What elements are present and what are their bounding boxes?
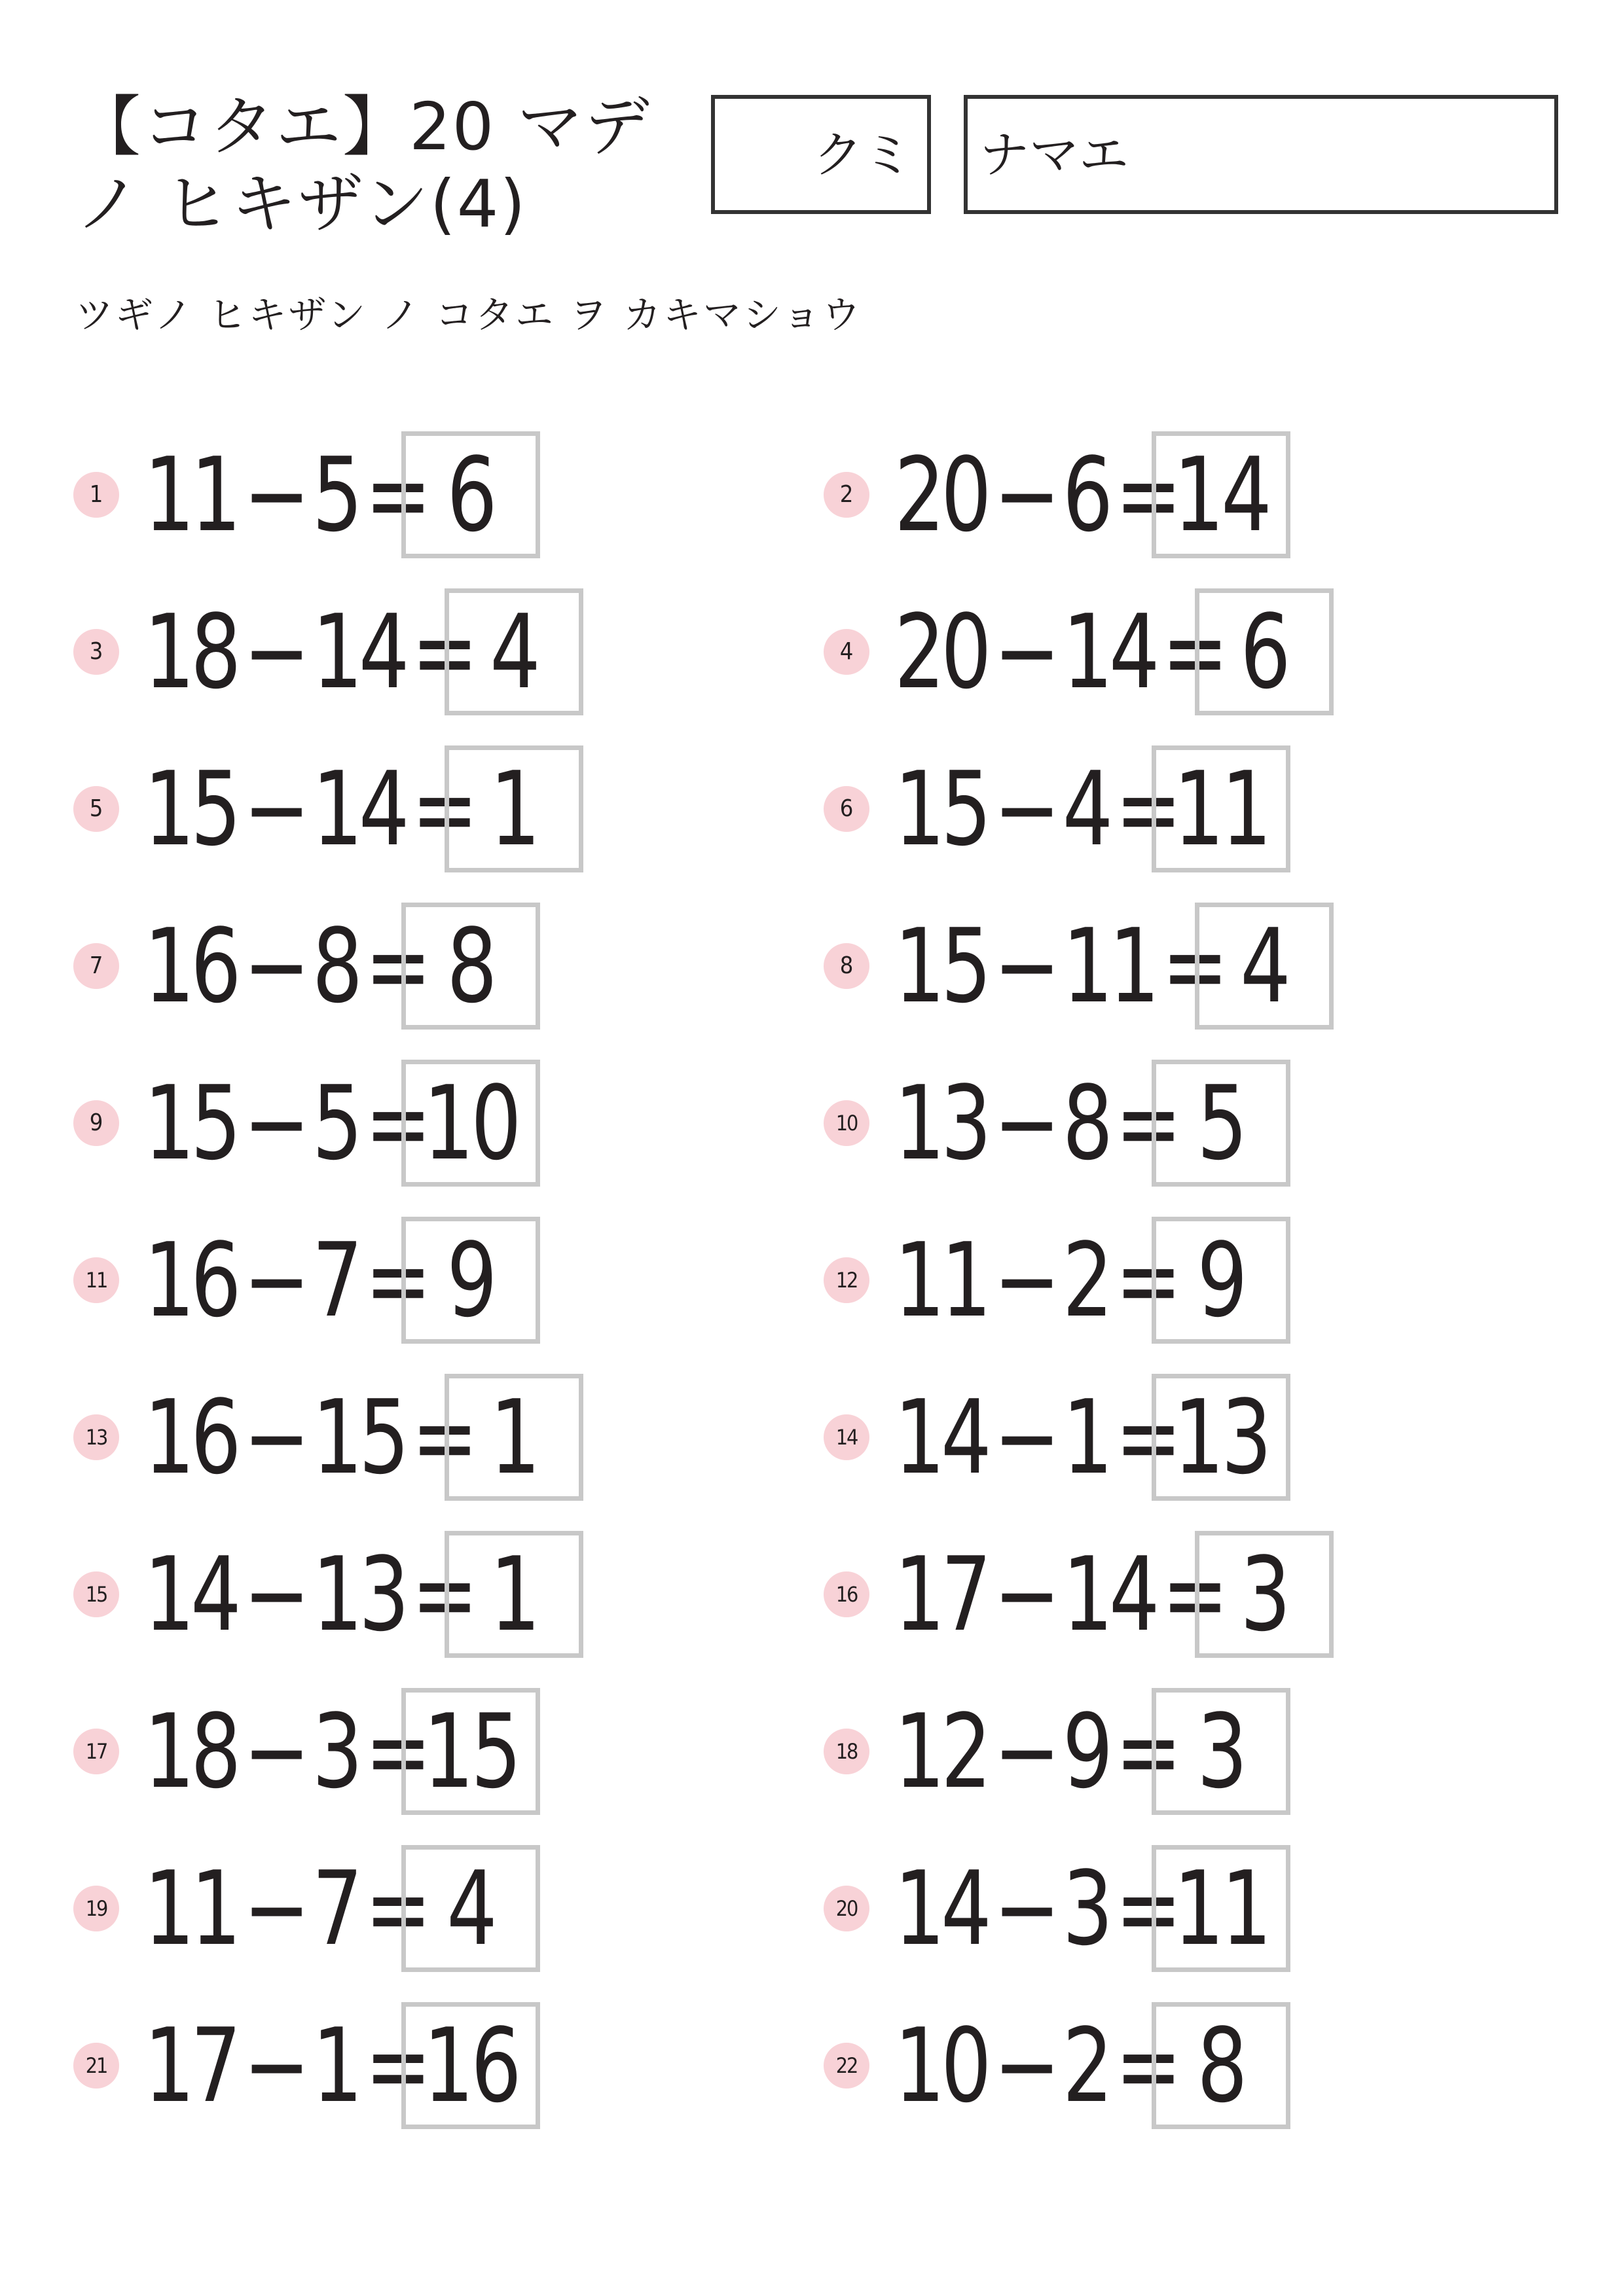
answer-box[interactable] [401,903,540,1030]
problem-number-badge: 22 [824,2043,869,2089]
subtrahend: 8 [312,906,359,1026]
minuend: 11 [894,1221,988,1340]
problem-expression [894,1378,1184,1497]
problem-item [73,745,793,872]
equals-sign: = [365,1849,428,1968]
equals-sign: = [365,1692,428,1811]
problem-item [824,1845,1544,1972]
problem-item [73,1217,793,1344]
subtrahend: 4 [1062,749,1109,869]
problem-expression [144,1378,481,1497]
equals-sign: = [1115,435,1178,554]
equals-sign: = [1161,906,1225,1026]
problem-number-badge: 15 [73,1571,119,1617]
problem-item [824,431,1544,558]
answer-box[interactable] [445,1374,583,1501]
answer-box[interactable] [1195,1531,1334,1658]
problem-item [824,1060,1544,1187]
problem-expression [144,435,433,554]
minus-sign: − [993,1378,1057,1497]
problem-item [824,588,1544,715]
minuend: 13 [894,1064,988,1183]
subtrahend: 7 [312,1221,359,1340]
minus-sign: − [243,1692,306,1811]
subtrahend: 9 [1062,1692,1109,1811]
answer-box[interactable] [401,2002,540,2129]
minus-sign: − [993,1064,1057,1183]
minus-sign: − [993,435,1057,554]
answer-value: 6 [1240,592,1288,711]
answer-box[interactable] [401,1217,540,1344]
minus-sign: − [993,1692,1057,1811]
problem-item [73,431,793,558]
subtrahend: 3 [1062,1849,1109,1968]
minus-sign: − [993,749,1057,869]
minus-sign: − [243,1221,306,1340]
answer-box[interactable] [1195,903,1334,1030]
problem-expression [144,1535,481,1654]
subtrahend: 2 [1062,1221,1109,1340]
minuend: 14 [894,1849,988,1968]
equals-sign: = [1161,1535,1225,1654]
answer-value: 14 [1173,435,1269,554]
answer-value: 1 [490,749,538,869]
subtrahend: 2 [1062,2006,1109,2125]
answer-box[interactable] [401,1688,540,1815]
subtrahend: 14 [1062,1535,1156,1654]
problem-item [73,588,793,715]
minuend: 14 [894,1378,988,1497]
minuend: 11 [144,1849,238,1968]
equals-sign: = [1115,2006,1178,2125]
problem-item [73,903,793,1030]
minuend: 17 [894,1535,988,1654]
answer-value: 4 [447,1849,495,1968]
equals-sign: = [411,1378,475,1497]
answer-box[interactable] [445,1531,583,1658]
problem-expression [144,2006,433,2125]
minuend: 16 [144,1378,238,1497]
problem-number-badge: 11 [73,1257,119,1303]
equals-sign: = [365,1221,428,1340]
answer-box[interactable] [1152,2002,1290,2129]
problem-number-badge: 13 [73,1414,119,1460]
problem-item [824,2002,1544,2129]
answer-box[interactable] [1152,1688,1290,1815]
answer-value: 8 [447,906,495,1026]
minus-sign: − [993,1849,1057,1968]
answer-box[interactable] [401,431,540,558]
minuend: 15 [894,906,988,1026]
answer-box[interactable] [445,745,583,872]
equals-sign: = [1115,1221,1178,1340]
minuend: 15 [144,749,238,869]
subtrahend: 14 [312,592,406,711]
problem-expression [894,1849,1184,1968]
answer-box[interactable] [401,1845,540,1972]
answer-value: 9 [1197,1221,1245,1340]
equals-sign: = [365,2006,428,2125]
minuend: 17 [144,2006,238,2125]
problem-item [73,1688,793,1815]
answer-value: 1 [490,1535,538,1654]
answer-value: 11 [1173,1849,1269,1968]
subtrahend: 5 [312,435,359,554]
minus-sign: − [993,592,1057,711]
problem-expression [144,592,481,711]
problem-number-badge: 20 [824,1886,869,1931]
subtrahend: 6 [1062,435,1109,554]
minuend: 11 [144,435,238,554]
problem-expression [144,1849,433,1968]
answer-box[interactable] [1195,588,1334,715]
subtrahend: 15 [312,1378,406,1497]
problem-number-badge: 16 [824,1571,869,1617]
minuend: 20 [894,435,988,554]
problem-item [824,1217,1544,1344]
minus-sign: − [243,906,306,1026]
minuend: 16 [144,1221,238,1340]
problem-expression [144,749,481,869]
minus-sign: − [243,749,306,869]
answer-value: 4 [1240,906,1288,1026]
problem-expression [894,1535,1231,1654]
answer-value: 4 [490,592,538,711]
answer-value: 13 [1173,1378,1269,1497]
problem-expression [894,1221,1184,1340]
minus-sign: − [993,906,1057,1026]
equals-sign: = [365,435,428,554]
problem-number-badge: 10 [824,1100,869,1146]
answer-value: 3 [1197,1692,1245,1811]
equals-sign: = [1115,1849,1178,1968]
answer-value: 11 [1173,749,1269,869]
problem-number-badge: 6 [824,786,869,832]
minus-sign: − [243,1064,306,1183]
subtrahend: 8 [1062,1064,1109,1183]
problem-number-badge: 7 [73,943,119,989]
equals-sign: = [1115,749,1178,869]
subtrahend: 1 [312,2006,359,2125]
answer-value: 5 [1197,1064,1245,1183]
minuend: 15 [144,1064,238,1183]
answer-value: 3 [1240,1535,1288,1654]
minus-sign: − [243,592,306,711]
answer-box[interactable] [1152,1845,1290,1972]
equals-sign: = [411,1535,475,1654]
minus-sign: − [243,1849,306,1968]
subtrahend: 14 [312,749,406,869]
minuend: 15 [894,749,988,869]
problem-expression [144,1064,433,1183]
problem-number-badge: 12 [824,1257,869,1303]
equals-sign: = [411,749,475,869]
minuend: 20 [894,592,988,711]
answer-value: 6 [447,435,495,554]
problem-number-badge: 21 [73,2043,119,2089]
minuend: 14 [144,1535,238,1654]
answer-value: 8 [1197,2006,1245,2125]
problem-item [73,1845,793,1972]
answer-box[interactable] [1152,1060,1290,1187]
answer-box[interactable] [1152,745,1290,872]
problem-expression [144,1221,433,1340]
name-label: ナマエ [979,126,1129,184]
problem-number-badge: 14 [824,1414,869,1460]
class-label: クミ [813,126,913,184]
instruction-text: ツギノ ヒキザン ノ コタエ ヲ カキマショウ [75,293,862,337]
problem-item [824,1688,1544,1815]
answer-value: 1 [490,1378,538,1497]
minuend: 18 [144,592,238,711]
equals-sign: = [1115,1064,1178,1183]
equals-sign: = [1115,1692,1178,1811]
problem-number-badge: 5 [73,786,119,832]
answer-box[interactable] [1152,1217,1290,1344]
problem-expression [894,1064,1184,1183]
problem-number-badge: 9 [73,1100,119,1146]
problem-expression [144,906,433,1026]
minus-sign: − [993,1535,1057,1654]
problem-number-badge: 18 [824,1729,869,1774]
subtrahend: 14 [1062,592,1156,711]
equals-sign: = [1161,592,1225,711]
problem-expression [894,435,1184,554]
problem-number-badge: 3 [73,629,119,675]
title-line-1: 【コタエ】20 マデ [75,88,651,165]
minuend: 10 [894,2006,988,2125]
equals-sign: = [365,906,428,1026]
problem-expression [894,749,1184,869]
problem-item [73,1531,793,1658]
minus-sign: − [243,2006,306,2125]
problem-item [73,2002,793,2129]
problem-expression [894,2006,1184,2125]
subtrahend: 11 [1062,906,1156,1026]
minus-sign: − [993,2006,1057,2125]
equals-sign: = [411,592,475,711]
minus-sign: − [243,435,306,554]
minuend: 12 [894,1692,988,1811]
answer-value: 10 [423,1064,519,1183]
minus-sign: − [243,1378,306,1497]
problem-item [824,1531,1544,1658]
subtrahend: 3 [312,1692,359,1811]
answer-box[interactable] [1152,431,1290,558]
problem-item [824,903,1544,1030]
problem-number-badge: 19 [73,1886,119,1931]
problem-item [824,1374,1544,1501]
answer-value: 16 [423,2006,519,2125]
problem-expression [894,906,1231,1026]
problem-item [73,1060,793,1187]
answer-box[interactable] [401,1060,540,1187]
answer-box[interactable] [1152,1374,1290,1501]
problem-expression [894,592,1231,711]
problem-number-badge: 1 [73,472,119,518]
minus-sign: − [243,1535,306,1654]
problem-number-badge: 17 [73,1729,119,1774]
answer-value: 9 [447,1221,495,1340]
answer-value: 15 [423,1692,519,1811]
title-line-2: ノ ヒキザン(4) [75,166,527,242]
equals-sign: = [365,1064,428,1183]
problem-item [73,1374,793,1501]
subtrahend: 13 [312,1535,406,1654]
answer-box[interactable] [445,588,583,715]
subtrahend: 5 [312,1064,359,1183]
minuend: 16 [144,906,238,1026]
equals-sign: = [1115,1378,1178,1497]
problem-number-badge: 4 [824,629,869,675]
minuend: 18 [144,1692,238,1811]
subtrahend: 7 [312,1849,359,1968]
problem-expression [894,1692,1184,1811]
problem-number-badge: 8 [824,943,869,989]
subtrahend: 1 [1062,1378,1109,1497]
problem-expression [144,1692,433,1811]
minus-sign: − [993,1221,1057,1340]
problem-number-badge: 2 [824,472,869,518]
problem-item [824,745,1544,872]
